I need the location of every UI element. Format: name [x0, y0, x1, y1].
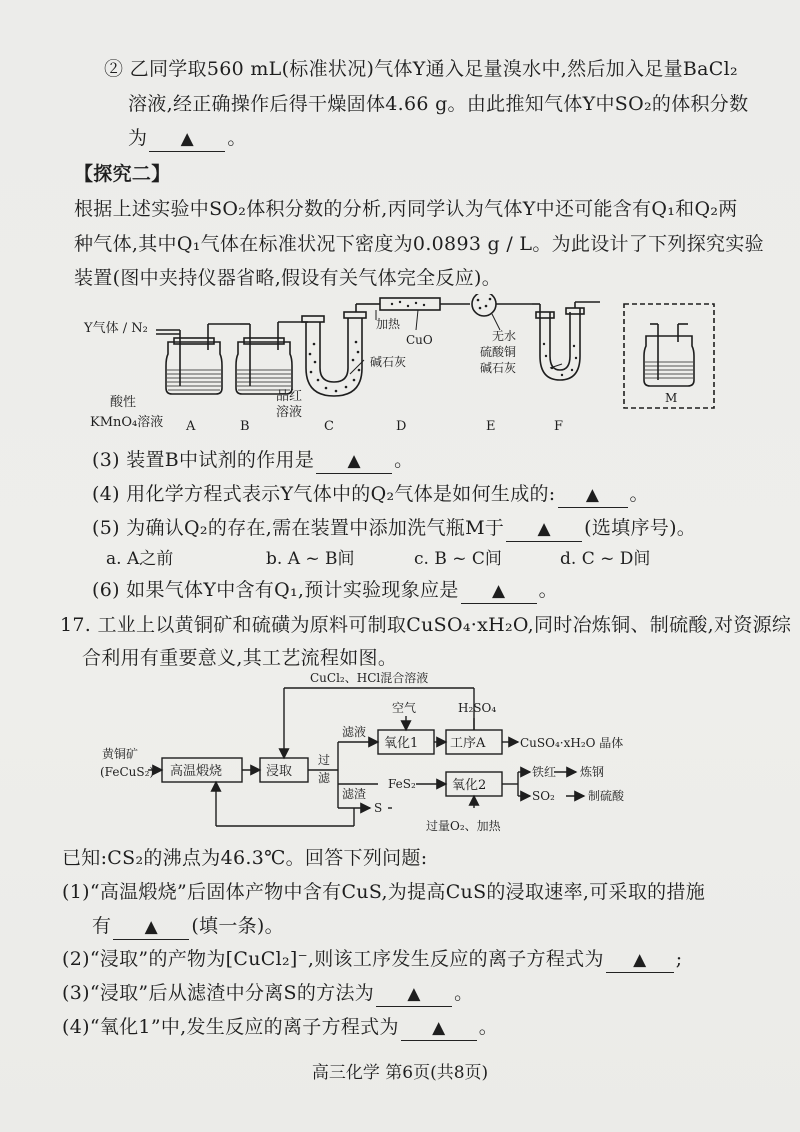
label-f: F — [554, 419, 564, 434]
q17-1-line1: (1)“高温煅烧”后固体产物中含有CuS,为提高CuS的浸取速率,可采取的措施 — [62, 881, 706, 903]
page-footer: 高三化学 第6页(共8页) — [311, 1063, 489, 1083]
reagent-b-line2: 溶液 — [276, 405, 303, 420]
option-a: a. A之前 — [106, 549, 174, 569]
q16-part2-line2: 溶液,经正确操作后得干燥固体4.66 g。由此推知气体Y中SO₂的体积分数 — [128, 93, 749, 115]
soda-lime-f-label: 碱石灰 — [480, 361, 517, 375]
heat-label: 加热 — [376, 317, 401, 331]
q16-part2-line1: ② 乙同学取560 mL(标准状况)气体Y通入足量溴水中,然后加入足量BaCl₂ — [104, 58, 738, 80]
cucl2-label: CuCl₂、HCl混合溶液 — [310, 672, 429, 685]
filtrate-label: 滤液 — [342, 725, 367, 739]
cuo-label: CuO — [406, 333, 433, 347]
cuso4-line2: 硫酸铜 — [480, 345, 517, 359]
answer-blank[interactable]: ▲ — [401, 1015, 477, 1041]
so2-label: SO₂ — [532, 789, 555, 803]
answer-blank[interactable]: ▲ — [558, 482, 628, 508]
ox1-label: 氧化1 — [384, 736, 419, 751]
leach-label: 浸取 — [266, 764, 293, 779]
option-d: d. C ~ D间 — [560, 549, 651, 569]
q16-5: (5) 为确认Q₂的存在,需在装置中添加洗气瓶M于 ▲ (选填序号)。 — [92, 516, 696, 542]
q17-1-line2: 有 ▲ (填一条)。 — [92, 914, 284, 940]
option-b: b. A ~ B间 — [266, 549, 355, 569]
label-c: C — [324, 419, 334, 434]
h2so4-label: H₂SO₄ — [458, 701, 497, 715]
reagent-a-line1: 酸性 — [110, 395, 137, 410]
ore-line1: 黄铜矿 — [102, 747, 139, 761]
apparatus-diagram — [80, 294, 740, 442]
answer-blank[interactable]: ▲ — [606, 947, 674, 973]
explore2-title: 【探究二】 — [74, 163, 171, 185]
soda-lime-c-label: 碱石灰 — [370, 355, 407, 369]
answer-blank[interactable]: ▲ — [316, 448, 392, 474]
reagent-b-line1: 品红 — [276, 389, 303, 404]
filter-label-1: 过 — [318, 753, 331, 767]
filter-label-2: 滤 — [318, 771, 331, 785]
q17-4: (4)“氧化1”中,发生反应的离子方程式为 ▲ 。 — [62, 1015, 498, 1041]
product-label: CuSO₄·xH₂O 晶体 — [520, 736, 624, 750]
fes2-label: FeS₂ — [388, 777, 416, 791]
q16-4: (4) 用化学方程式表示Y气体中的Q₂气体是如何生成的: ▲ 。 — [92, 482, 649, 508]
answer-blank[interactable]: ▲ — [113, 914, 189, 940]
q17-2: (2)“浸取”的产物为[CuCl₂]⁻,则该工序发生反应的离子方程式为 ▲ ; — [62, 947, 682, 973]
q16-part2-line3: 为 ▲ 。 — [128, 126, 247, 152]
residue-label: 滤渣 — [342, 787, 367, 801]
explore2-p3: 装置(图中夹持仪器省略,假设有关气体完全反应)。 — [74, 267, 502, 289]
sulfur-label: S — [374, 801, 383, 815]
answer-blank[interactable]: ▲ — [149, 126, 225, 152]
roast-label: 高温煅烧 — [170, 764, 223, 779]
label-e: E — [486, 419, 496, 434]
answer-blank[interactable]: ▲ — [376, 981, 452, 1007]
q16-3: (3) 装置B中试剂的作用是 ▲ 。 — [92, 448, 413, 474]
cuso4-line1: 无水 — [492, 329, 517, 343]
ore-line2: (FeCuS₂) — [100, 765, 155, 779]
explore2-p2: 种气体,其中Q₁气体在标准状况下密度为0.0893 g / L。为此设计了下列探究实验 — [74, 233, 764, 255]
q17-3: (3)“浸取”后从滤渣中分离S的方法为 ▲ 。 — [62, 981, 473, 1007]
inlet-label: Y气体 / N₂ — [84, 321, 148, 336]
q17-line1: 17. 工业上以黄铜矿和硫磺为原料可制取CuSO₄·xH₂O,同时冶炼铜、制硫酸,对资源综 — [60, 614, 792, 636]
iron-red-label: 铁红 — [532, 765, 557, 779]
explore2-p1: 根据上述实验中SO₂体积分数的分析,丙同学认为气体Y中还可能含有Q₁和Q₂两 — [74, 198, 738, 220]
label-a: A — [186, 419, 196, 434]
ox2-label: 氧化2 — [452, 778, 487, 793]
label-b: B — [240, 419, 250, 434]
q17-line2: 合利用有重要意义,其工艺流程如图。 — [82, 647, 398, 669]
answer-blank[interactable]: ▲ — [506, 516, 582, 542]
air-label: 空气 — [392, 701, 417, 715]
acid-label: 制硫酸 — [588, 789, 625, 803]
option-c: c. B ~ C间 — [414, 549, 502, 569]
excess-o2-label: 过量O₂、加热 — [426, 819, 501, 833]
steel-label: 炼钢 — [580, 765, 605, 779]
label-m: M — [665, 391, 678, 405]
label-d: D — [396, 419, 407, 434]
known-condition: 已知:CS₂的沸点为46.3℃。回答下列问题: — [62, 847, 428, 869]
q16-6: (6) 如果气体Y中含有Q₁,预计实验现象应是 ▲ 。 — [92, 578, 558, 604]
processA-label: 工序A — [450, 736, 486, 751]
answer-blank[interactable]: ▲ — [461, 578, 537, 604]
process-flow-diagram — [100, 672, 660, 834]
reagent-a-line2: KMnO₄溶液 — [90, 415, 164, 430]
